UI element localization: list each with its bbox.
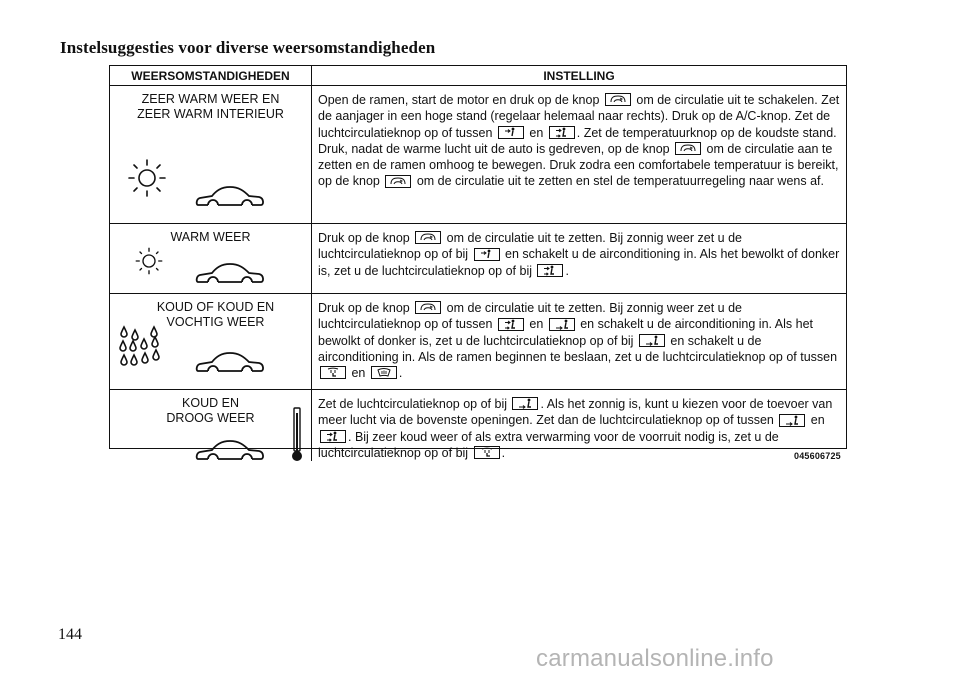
setting-text-fragment: om de circulatie uit te zetten en stel de temperatuurregeling naar wens af. (413, 174, 824, 189)
setting-text-fragment: Druk op de knop (318, 301, 414, 315)
recirculation-icon (675, 142, 701, 155)
table-header-row (110, 66, 846, 86)
setting-text (312, 86, 847, 224)
air-feet-icon (512, 397, 538, 410)
setting-text (312, 224, 847, 294)
setting-text-fragment: . Als het zonnig is, kunt u kiezen voor de toevoer van meer lucht via de bovenste openingen. Zet dan de luchtcirculatieknop op of tussen (318, 397, 833, 428)
recirculation-icon (415, 231, 441, 244)
setting-text-fragment: om de circulatie uit te zetten. Bij zonnig weer zet u de luchtcirculatieknop op of tussen (318, 301, 742, 332)
air-face-feet-icon (498, 318, 524, 331)
condition-label: WARM WEER (170, 230, 251, 244)
table-row (110, 224, 846, 294)
car-icon (194, 349, 266, 379)
air-face-feet-icon (537, 264, 563, 277)
setting-text-fragment: . (565, 263, 569, 278)
setting-text-fragment: en (348, 366, 369, 381)
table-row (110, 390, 846, 462)
car-icon (194, 260, 266, 290)
condition-label: KOUD OF KOUD EN VOCHTIG WEER (156, 300, 275, 329)
air-feet-icon (639, 334, 665, 347)
setting-text-fragment: om de circulatie aan te zetten en de ramen omhoog te bewegen. Druk zodra een comfortabele temperatuur is bereikt, op de knop (318, 141, 839, 189)
condition-label: ZEER WARM WEER EN ZEER WARM INTERIEUR (137, 92, 284, 121)
setting-text-fragment: en (807, 413, 825, 428)
setting-text-fragment: . (398, 366, 403, 381)
setting-text-fragment: en schakelt u de airconditioning in. Als het bewolkt of donker is, zet u de luchtcirculatieknop op of bij (318, 317, 814, 348)
setting-text-fragment: en schakelt u de airconditioning in. Als het bewolkt of donker is, zet u de luchtcirculatieknop op of bij (318, 247, 840, 278)
condition-cell (110, 294, 312, 390)
setting-text-fragment: . Bij zeer koud weer of als extra verwarming voor de voorruit nodig is, zet u de luchtcirculatieknop op of bij (318, 429, 779, 460)
car-icon (194, 437, 266, 467)
air-face-icon (498, 126, 524, 139)
air-face-feet-icon (320, 430, 346, 443)
weather-settings-table (110, 66, 846, 461)
setting-text-fragment: en (525, 125, 547, 140)
defrost-feet-icon (320, 366, 346, 379)
column-header-setting: INSTELLING (312, 66, 847, 86)
condition-label: KOUD EN DROOG WEER (166, 396, 255, 425)
recirculation-icon (415, 301, 441, 314)
setting-text-fragment: Zet de luchtcirculatieknop op of bij (318, 397, 511, 411)
recirculation-icon (385, 175, 411, 188)
column-header-conditions: WEERSOMSTANDIGHEDEN (110, 66, 312, 86)
air-feet-icon (779, 414, 805, 427)
figure-code: 045606725 (794, 451, 841, 461)
defrost-feet-icon (474, 446, 500, 459)
raindrops-icon (118, 325, 168, 371)
page-title: Instelsuggesties voor diverse weersomstandigheden (60, 38, 436, 57)
setting-text-fragment: Druk op de knop (318, 231, 414, 245)
condition-cell (110, 390, 312, 462)
car-icon (194, 183, 266, 213)
setting-text-fragment: om de circulatie uit te zetten. Bij zonnig weer zet u de luchtcirculatieknop op of bij (318, 231, 742, 262)
air-face-feet-icon (549, 126, 575, 139)
defrost-icon (371, 366, 397, 379)
setting-text-fragment: en (525, 317, 547, 332)
condition-cell (110, 86, 312, 224)
air-feet-icon (549, 318, 575, 331)
air-face-icon (474, 248, 500, 261)
sun-icon (128, 158, 166, 198)
recirculation-icon (605, 93, 631, 106)
setting-text-fragment: om de circulatie uit te schakelen. Zet de aanjager in een hoge stand (regelaar helemaal naar rechts). Druk op de A/C-knop. Zet de luchtcirculatieknop op of tussen (318, 93, 840, 140)
table-row (110, 294, 846, 390)
setting-text-fragment: Open de ramen, start de motor en druk op de knop (318, 93, 603, 107)
table-row (110, 86, 846, 224)
setting-text (312, 390, 847, 462)
watermark-text: carmanualsonline.info (536, 645, 774, 672)
setting-text-fragment: en schakelt u de airconditioning in. Als de ramen beginnen te beslaan, zet u de luchtcirculatieknop op of tussen (318, 333, 838, 364)
thermometer-icon (290, 407, 304, 463)
setting-text (312, 294, 847, 390)
sun-icon (134, 246, 164, 276)
setting-text-fragment: . (501, 445, 506, 460)
page-number: 144 (58, 626, 82, 643)
condition-cell (110, 224, 312, 294)
setting-text-fragment: . Zet de temperatuurknop op de koudste stand. Druk, nadat de warme lucht uit de auto is gedreven, op de knop (318, 125, 837, 156)
